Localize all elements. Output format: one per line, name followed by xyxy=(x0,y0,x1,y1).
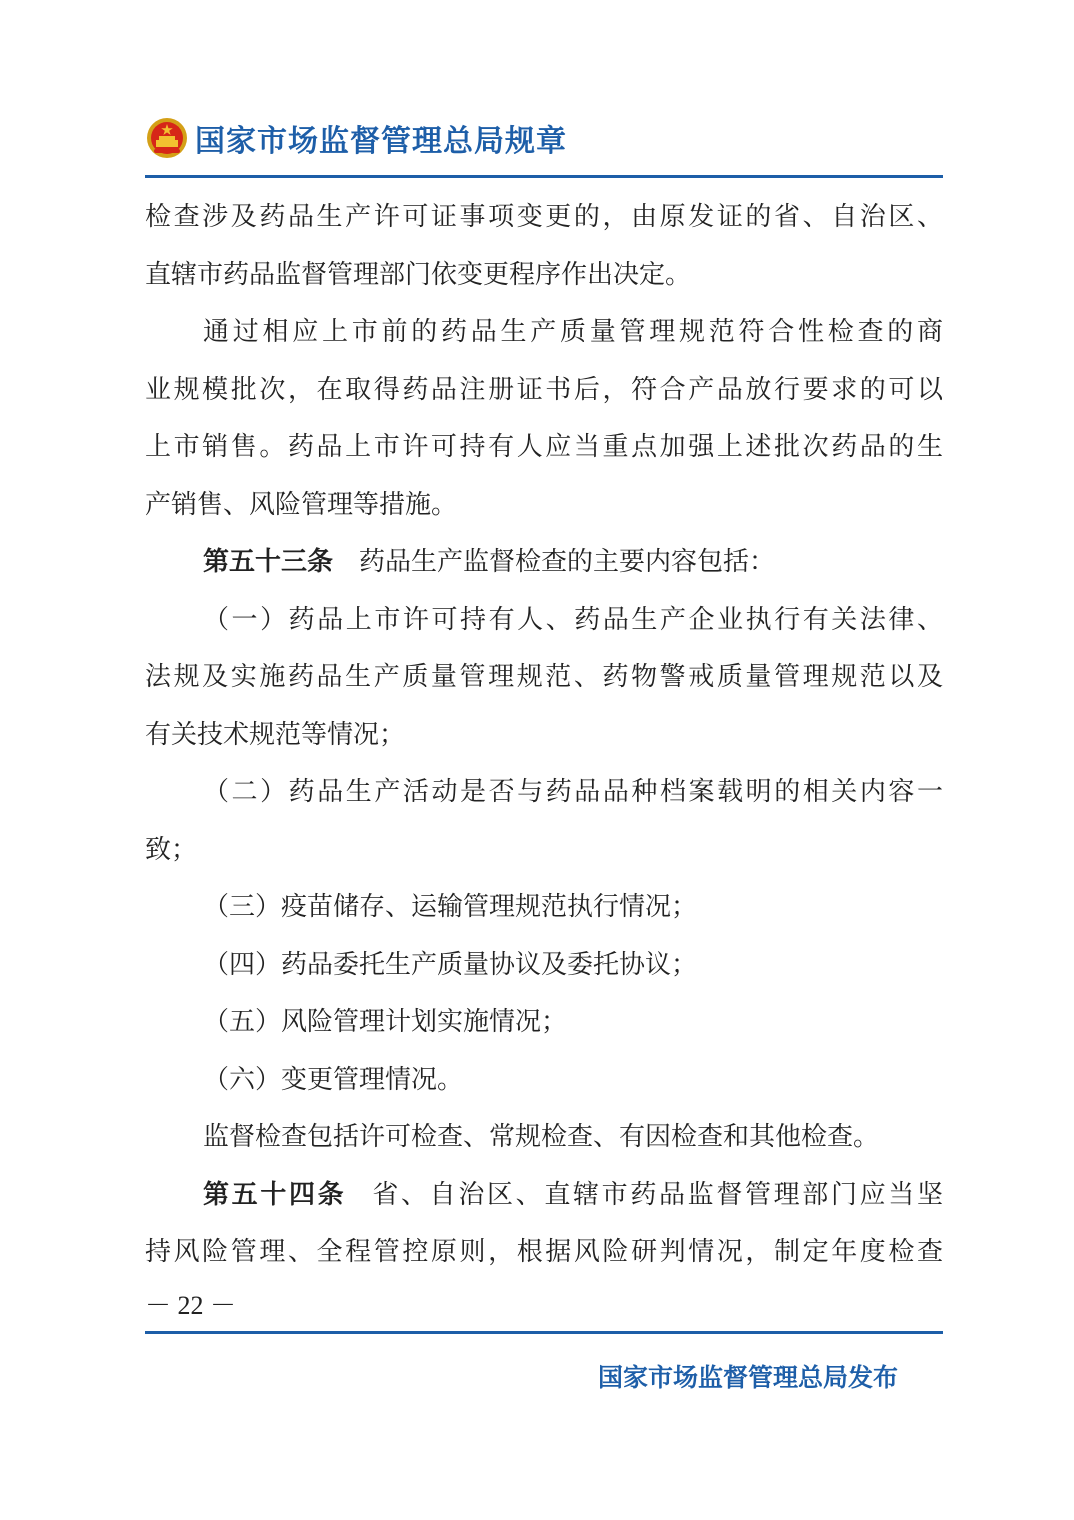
text-line: 通过相应上市前的药品生产质量管理规范符合性检查的商 xyxy=(203,317,943,347)
text-line: 有关技术规范等情况； xyxy=(145,719,406,750)
list-item: （五）风险管理计划实施情况； xyxy=(203,1007,568,1037)
article-54-heading: 第五十四条 xyxy=(203,1179,347,1210)
list-item: （六）变更管理情况。 xyxy=(203,1064,464,1095)
text-line: 上市销售。药品上市许可持有人应当重点加强上述批次药品的生 xyxy=(145,432,943,462)
text-line: 业规模批次，在取得药品注册证书后，符合产品放行要求的可以 xyxy=(145,374,943,405)
list-item: （三）疫苗储存、运输管理规范执行情况； xyxy=(203,892,698,922)
header-title: 国家市场监督管理总局规章 xyxy=(195,124,567,159)
text-line: （二）药品生产活动是否与药品品种档案载明的相关内容一 xyxy=(203,777,943,807)
text-line: 监督检查包括许可检查、常规检查、有因检查和其他检查。 xyxy=(203,1122,880,1152)
text-line: 直辖市药品监督管理部门依变更程序作出决定。 xyxy=(145,259,692,290)
list-item: （四）药品委托生产质量协议及委托协议； xyxy=(203,949,698,980)
article-53-text: 药品生产监督检查的主要内容包括： xyxy=(359,547,776,577)
text-line: 产销售、风险管理等措施。 xyxy=(145,489,458,520)
page-number: － 22 － xyxy=(145,1291,237,1320)
footer-divider xyxy=(145,1331,943,1334)
text-line: 持风险管理、全程管控原则，根据风险研判情况，制定年度检查 xyxy=(145,1237,943,1267)
article-53-heading: 第五十三条 xyxy=(203,547,334,577)
article-53-line xyxy=(145,534,943,592)
text-line: 法规及实施药品生产质量管理规范、药物警戒质量管理规范以及 xyxy=(145,662,943,692)
text-line: 检查涉及药品生产许可证事项变更的，由原发证的省、自治区、 xyxy=(145,202,943,232)
footer-publisher: 国家市场监督管理总局发布 xyxy=(597,1363,898,1392)
header-divider xyxy=(145,175,943,178)
article-54-text: 省、自治区、直辖市药品监督管理部门应当坚 xyxy=(372,1179,943,1210)
article-54-line xyxy=(145,1167,943,1225)
document-body xyxy=(145,189,943,1282)
national-emblem-icon xyxy=(145,116,189,160)
text-line: （一）药品上市许可持有人、药品生产企业执行有关法律、 xyxy=(203,604,943,635)
page-header xyxy=(145,112,567,164)
text-line: 致； xyxy=(145,834,198,865)
